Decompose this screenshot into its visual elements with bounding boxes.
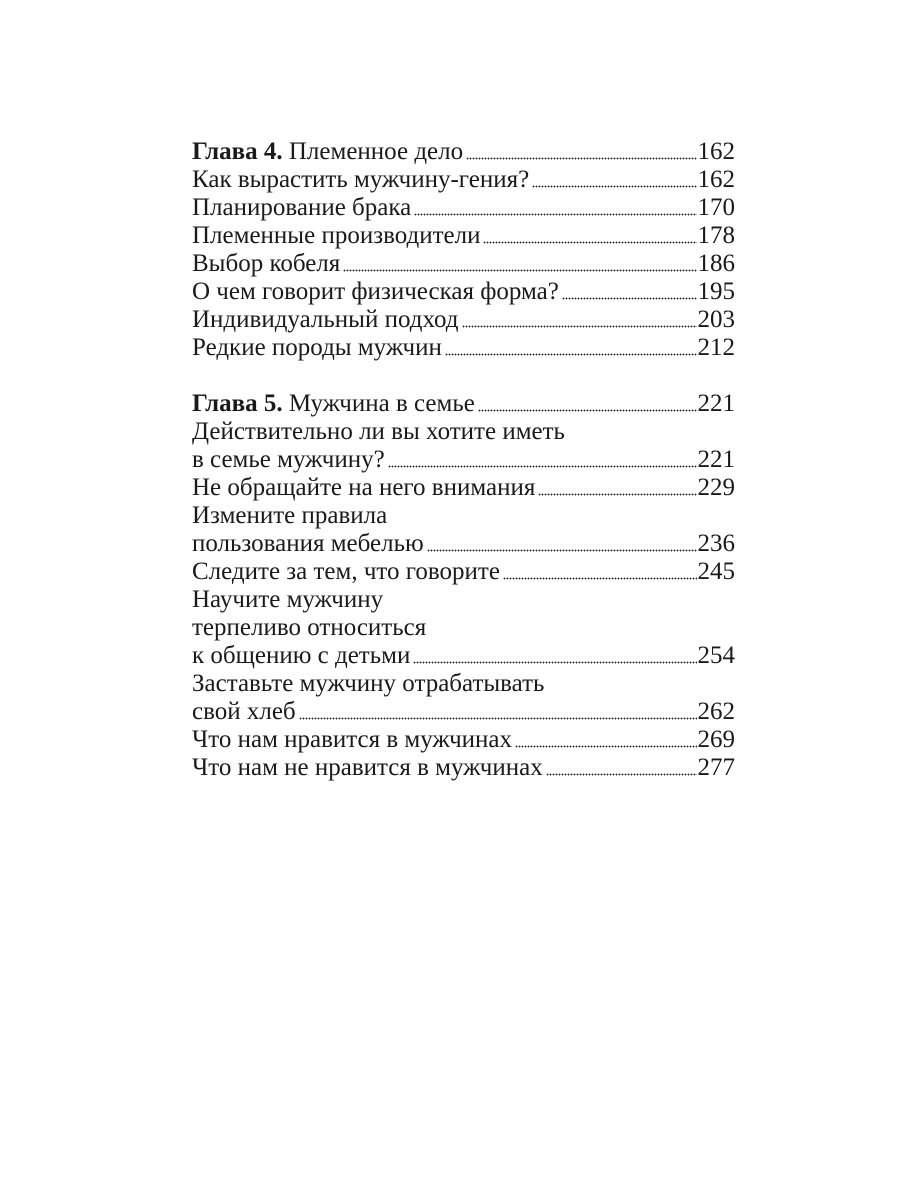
- toc-entry-line: Измените правила: [192, 502, 388, 529]
- page-number: 236: [697, 530, 735, 557]
- toc-entry: [192, 166, 735, 194]
- dot-leader: [483, 239, 696, 246]
- toc-entry: [192, 222, 735, 250]
- page-number: 186: [697, 250, 735, 277]
- page-number: 277: [697, 754, 735, 781]
- toc-entry-line: терпеливо относиться: [192, 614, 427, 641]
- toc-entry: [192, 530, 735, 558]
- toc-entry-title: Не обращайте на него внимания: [192, 474, 536, 501]
- page-number: 254: [697, 642, 735, 669]
- dot-leader: [427, 547, 697, 554]
- toc-entry: [192, 642, 735, 670]
- dot-leader: [538, 491, 696, 498]
- page-number: 162: [697, 166, 735, 193]
- chapter-block: [192, 390, 735, 782]
- toc-entry: [192, 250, 735, 278]
- toc-entry: [192, 278, 735, 306]
- dot-leader: [299, 715, 697, 722]
- toc-entry-title: Следите за тем, что говорите: [192, 558, 500, 585]
- chapter-title-text: Мужчина в семье: [288, 390, 475, 417]
- dot-leader: [466, 155, 696, 162]
- toc-entry: [192, 446, 735, 474]
- toc-entry-line: Заставьте мужчину отрабатывать: [192, 670, 545, 697]
- dot-leader: [343, 267, 696, 274]
- toc-entry-title: Племенные производители: [192, 222, 481, 249]
- dot-leader: [413, 659, 696, 666]
- page-number: 162: [697, 138, 735, 165]
- toc-entry: [192, 474, 735, 502]
- toc-entry-title: в семье мужчину?: [192, 446, 385, 473]
- dot-leader: [445, 351, 697, 358]
- toc-entry: [192, 558, 735, 586]
- page-number: 203: [697, 306, 735, 333]
- dot-leader: [515, 743, 697, 750]
- dot-leader: [478, 407, 697, 414]
- toc-entry-title: Редкие породы мужчин: [192, 334, 442, 361]
- toc-entry: [192, 754, 735, 782]
- dot-leader: [562, 295, 697, 302]
- dot-leader: [532, 183, 696, 190]
- toc-entry-title: пользования мебелью: [192, 530, 424, 557]
- page-number: 178: [697, 222, 735, 249]
- chapter-title: [192, 390, 475, 418]
- toc-entry-title: Выбор кобеля: [192, 250, 341, 277]
- page-number: 170: [697, 194, 735, 221]
- chapter-title: [192, 138, 463, 166]
- toc-entry-title: Планирование брака: [192, 194, 412, 221]
- toc-entry-title: Что нам не нравится в мужчинах: [192, 754, 543, 781]
- table-of-contents: [192, 138, 735, 782]
- toc-entry-title: Индивидуальный подход: [192, 306, 459, 333]
- toc-entry-title: к общению с детьми: [192, 642, 411, 669]
- page-number: 212: [697, 334, 735, 361]
- page-number: 262: [697, 698, 735, 725]
- toc-entry-title: О чем говорит физическая форма?: [192, 278, 559, 305]
- page-number: 269: [697, 726, 735, 753]
- toc-entry-title: Что нам нравится в мужчинах: [192, 726, 512, 753]
- toc-entry-title: свой хлеб: [192, 698, 296, 725]
- dot-leader: [462, 323, 697, 330]
- page-number: 229: [697, 474, 735, 501]
- chapter-heading: [192, 138, 735, 166]
- chapter-label: Глава 5.: [192, 390, 283, 417]
- page-number: 221: [697, 446, 735, 473]
- page-number: 245: [697, 558, 735, 585]
- toc-entry: [192, 194, 735, 222]
- toc-entry: [192, 698, 735, 726]
- page-number: 221: [697, 390, 735, 417]
- chapter-heading: [192, 390, 735, 418]
- dot-leader: [546, 771, 697, 778]
- dot-leader: [388, 463, 697, 470]
- chapter-title-text: Племенное дело: [288, 138, 464, 165]
- toc-entry: [192, 334, 735, 362]
- toc-entry: [192, 306, 735, 334]
- toc-entry-title: Как вырастить мужчину-гения?: [192, 166, 530, 193]
- toc-entry-line: Действительно ли вы хотите иметь: [192, 418, 565, 445]
- chapter-label: Глава 4.: [192, 138, 283, 165]
- toc-entry-line: Научите мужчину: [192, 586, 384, 613]
- chapter-block: [192, 138, 735, 362]
- toc-entry: [192, 726, 735, 754]
- page-number: 195: [697, 278, 735, 305]
- dot-leader: [503, 575, 697, 582]
- dot-leader: [414, 211, 696, 218]
